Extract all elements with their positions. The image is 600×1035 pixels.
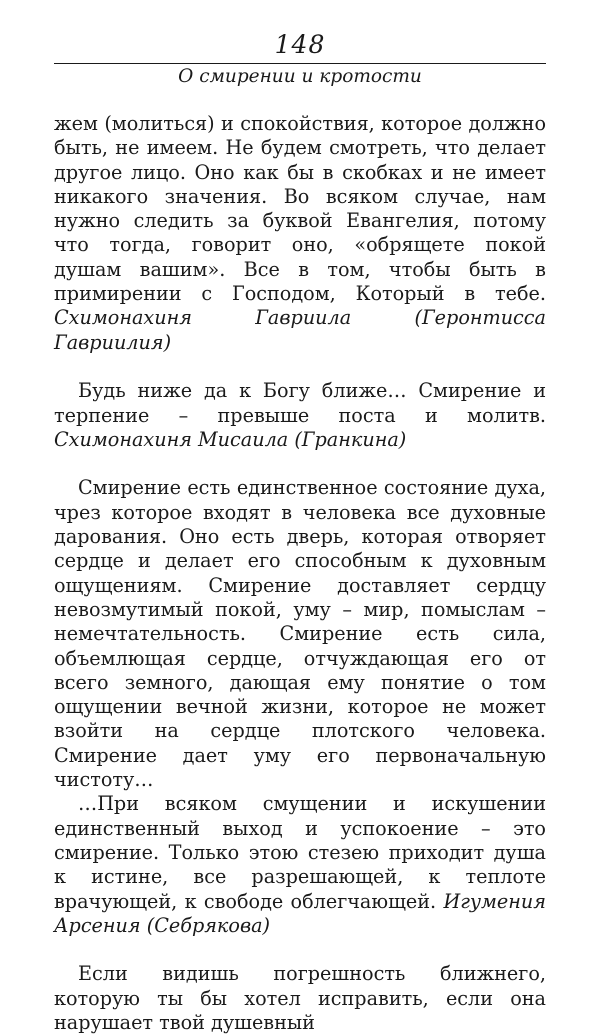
book-page — [54, 0, 546, 1034]
running-title: О смирении и кротости — [178, 66, 422, 87]
paragraph-1 — [54, 112, 546, 355]
paragraph-5 — [54, 962, 546, 1035]
paragraph-4-attribution: Игумения Арсения (Себрякова) — [54, 889, 546, 937]
body-text — [54, 112, 546, 1035]
page-number: 148 — [274, 30, 326, 59]
paragraph-5-text: Если видишь погрешность ближнего, которую ты бы хотел исправить, если она нарушает твой душевный — [54, 962, 546, 1034]
paragraph-2-attribution: Схимонахиня Мисаила (Гранкина) — [54, 427, 407, 451]
paragraph-4 — [54, 792, 546, 938]
paragraph-1-text: жем (молиться) и спокойствия, которое должно быть, не имеем. Не будем смотреть, что делает другое лицо. Оно как бы в скобках и не имеет никакого значения. Во всяком случае, нам нужно следить за буквой Евангелия, потому что тогда, говорит оно, «обрящете покой душам вашим». Все в том, чтобы быть в примирении с Господом, Который в тебе. — [54, 112, 546, 306]
paragraph-3 — [54, 476, 546, 792]
paragraph-4-text: …При всяком смущении и искушении единственный выход и успокоение – это смирение. Только этою стезею приходит душа к истине, все разрешающей, к теплоте врачующей, к свободе облегчающей. — [54, 792, 546, 913]
paragraph-2-text: Будь ниже да к Богу ближе… Смирение и терпение – превыше поста и молитв. — [54, 379, 546, 427]
paragraph-2 — [54, 379, 546, 452]
paragraph-3-text: Смирение есть единственное состояние духа, чрез которое входят в человека все духовные дарования. Оно есть дверь, которая отворяет сердце и делает его способным к духовным ощущениям. Смирение доставляет сердцу невозмутимый покой, уму – мир, помыслам – немечтательность. Смирение есть сила, объемлющая сердце, отчуждающая его от всего земного, дающая ему понятие о том ощущении вечной жизни, которое не может взойти на сердце плотского человека. Смирение дает уму его первоначальную чистоту… — [54, 476, 546, 792]
paragraph-1-attribution: Схимонахиня Гавриила (Геронтисса Гавриилия) — [54, 306, 546, 354]
